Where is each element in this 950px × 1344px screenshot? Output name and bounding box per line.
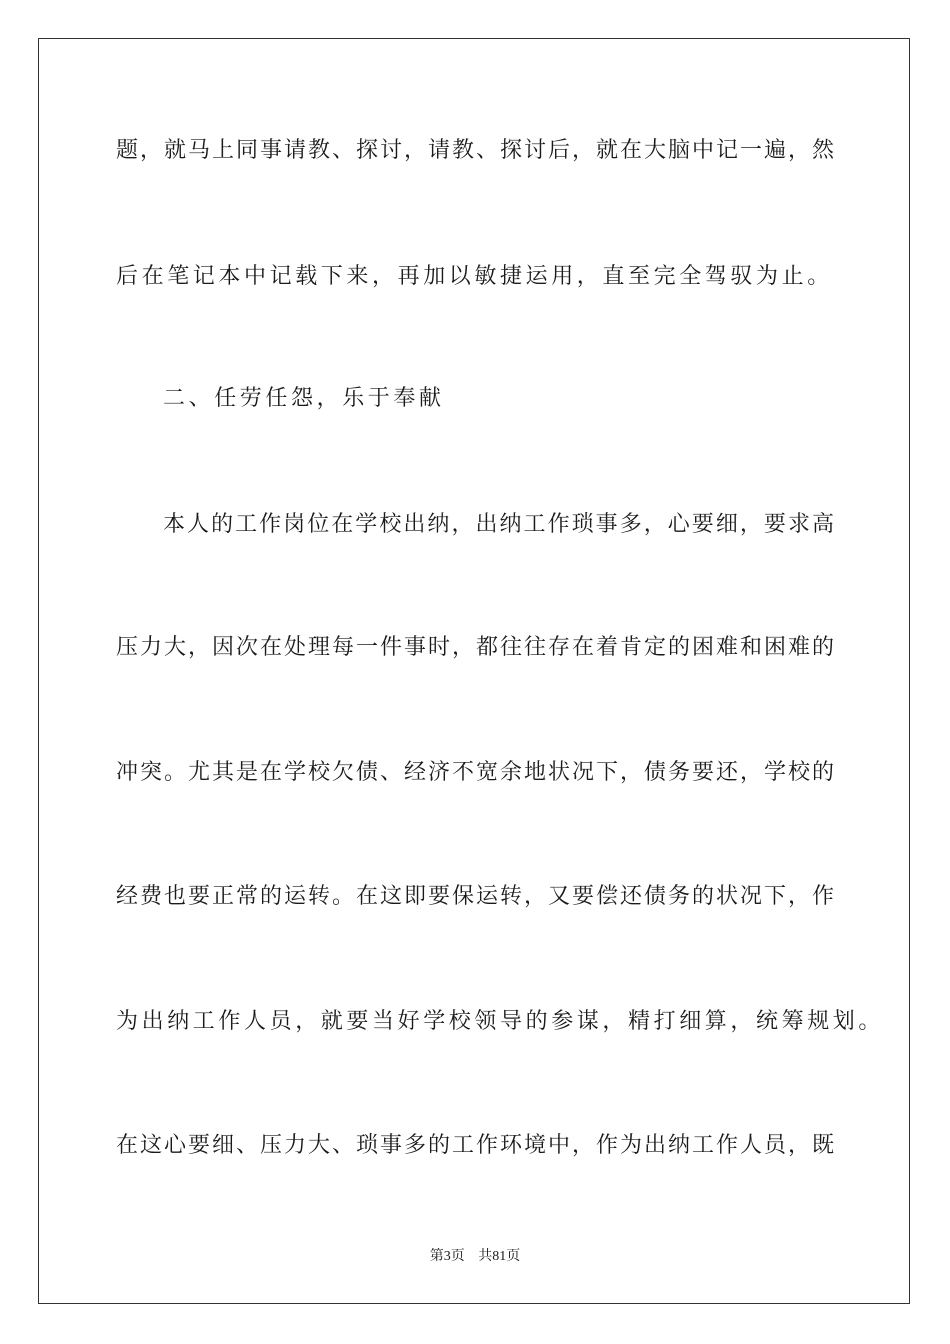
- body-line-7: 经费也要正常的运转。在这即要保运转，又要偿还债务的状况下，作: [116, 884, 834, 909]
- body-line-6: 冲突。尤其是在学校欠债、经济不宽余地状况下，债务要还，学校的: [116, 760, 834, 785]
- page-total: 共81页: [478, 1249, 521, 1264]
- body-line-4: 本人的工作岗位在学校出纳，出纳工作琐事多，心要细，要求高: [163, 512, 834, 537]
- body-line-5: 压力大，因次在处理每一件事时，都往往存在着肯定的困难和困难的: [116, 635, 834, 660]
- page-border: [38, 38, 910, 1304]
- body-line-9: 在这心要细、压力大、琐事多的工作环境中，作为出纳工作人员，既: [116, 1133, 834, 1158]
- section-heading: 二、任劳任怨，乐于奉献: [163, 386, 445, 411]
- body-line-8: 为出纳工作人员，就要当好学校领导的参谋，精打细算，统筹规划。: [116, 1009, 885, 1034]
- body-line-2: 后在笔记本中记载下来，再加以敏捷运用，直至完全驾驭为止。: [116, 264, 833, 289]
- body-line-1: 题，就马上同事请教、探讨，请教、探讨后，就在大脑中记一遍，然: [116, 138, 834, 163]
- page-number: 第3页: [429, 1249, 465, 1264]
- page-footer: [0, 1247, 950, 1267]
